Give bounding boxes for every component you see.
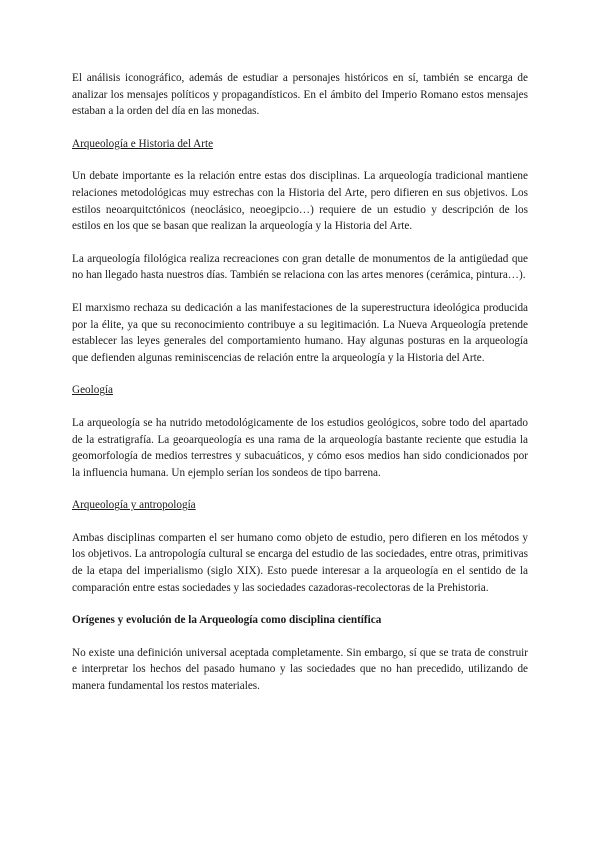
paragraph-geologia: La arqueología se ha nutrido metodológicamente de los estudios geológicos, sobre todo del apartado de la estratigrafía. La geoarqueología es una rama de la arqueología bastante reciente que estudia la geomorfología de medios terrestres y subacuáticos, y cómo esos medios han sido condicionados por la influencia humana. Un ejemplo serían los sondeos de tipo barrena.	[72, 416, 528, 479]
paragraph-arqueologia-filologica: La arqueología filológica realiza recreaciones con gran detalle de monumentos de la antigüedad que no han llegado hasta nuestros días. También se relaciona con las artes menores (cerámica, pintura…).	[72, 252, 528, 282]
paragraph-marxismo: El marxismo rechaza su dedicación a las manifestaciones de la superestructura ideológica producida por la élite, ya que su reconocimiento contribuye a su legitimación. La Nueva Arqueología pretende establecer las leyes generales del comportamiento humano. Hay algunas posturas en la arqueología que defienden algunas reminiscencias de relación entre la arqueología y la Historia del Arte.	[72, 301, 528, 364]
intro-paragraph: El análisis iconográfico, además de estudiar a personajes históricos en sí, también se encarga de analizar los mensajes políticos y propagandísticos. En el ámbito del Imperio Romano estos mensajes estaban a la orden del día en las monedas.	[72, 72, 528, 118]
section-heading-antropologia: Arqueología y antropología	[72, 499, 196, 512]
section-heading-arqueologia-historia-arte: Arqueología e Historia del Arte	[72, 137, 214, 150]
section-heading-geologia: Geología	[72, 384, 114, 397]
document-page	[72, 70, 528, 711]
paragraph-antropologia: Ambas disciplinas comparten el ser humano como objeto de estudio, pero difieren en los métodos y los objetivos. La antropología cultural se encarga del estudio de las sociedades, entre otras, primitivas de la etapa del imperialismo (siglo XIX). Esto puede interesar a la arqueología en el sentido de la comparación entre estas sociedades y las sociedades cazadoras-recolectoras de la Prehistoria.	[72, 531, 528, 594]
section-heading-origenes: Orígenes y evolución de la Arqueología como disciplina científica	[72, 614, 382, 627]
paragraph-debate: Un debate importante es la relación entre estas dos disciplinas. La arqueología tradicional mantiene relaciones metodológicas muy estrechas con la Historia del Arte, pero difieren en sus objetivos. Los estilos neoarquitctónicos (neoclásico, neoegipcio…) requiere de un estudio y descripción de los estilos en los que se basan que realizan la arqueología y la Historia del Arte.	[72, 170, 528, 233]
paragraph-origenes: No existe una definición universal aceptada completamente. Sin embargo, sí que se trata de construir e interpretar los hechos del pasado humano y las sociedades que no han precedido, utilizando de manera fundamental los restos materiales.	[72, 646, 528, 693]
